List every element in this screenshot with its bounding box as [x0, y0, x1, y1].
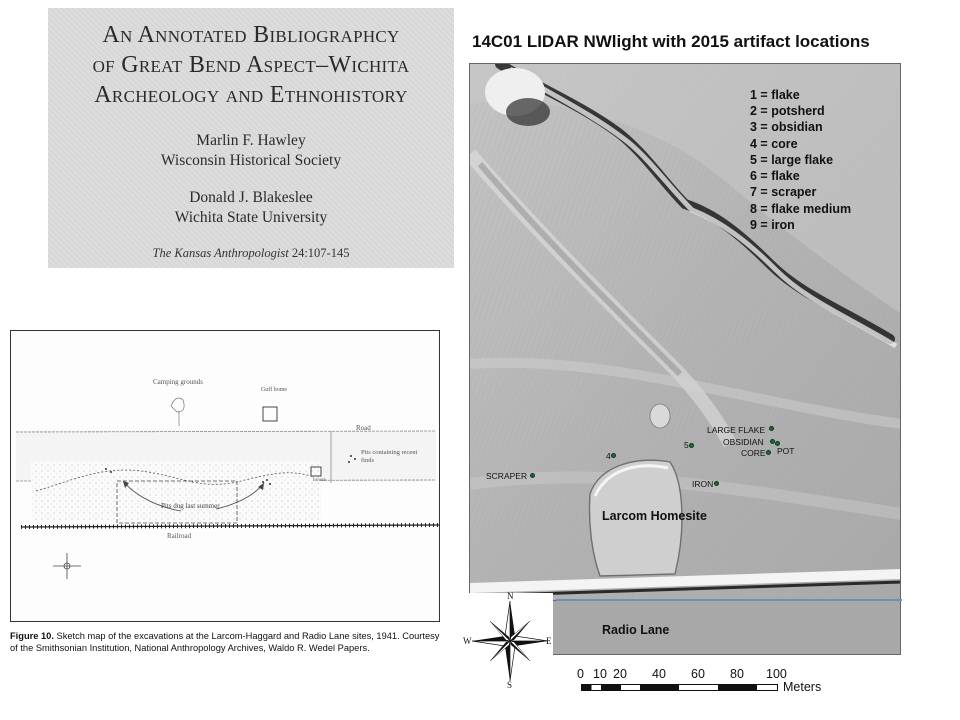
bibliography-title-line-3: Archeology and Ethnohistory — [94, 82, 408, 108]
citation-ref: 24:107-145 — [288, 246, 350, 260]
citation — [48, 246, 454, 261]
legend-item-7: 7 = scraper — [750, 185, 817, 199]
compass-w: W — [463, 636, 472, 646]
hill-shadow — [506, 98, 550, 126]
guff-home-label: Guff home — [260, 387, 288, 393]
compass-n: N — [507, 591, 514, 601]
scale-tick-80: 80 — [730, 667, 744, 681]
terrain-texture — [31, 461, 321, 521]
larcom-homesite-label: Larcom Homesite — [602, 509, 707, 523]
bibliography-title-card — [48, 8, 454, 268]
radio-lane-label: Radio Lane — [602, 623, 670, 637]
artifact-point-4 — [611, 453, 616, 458]
author-1: Marlin F. Hawley — [196, 132, 306, 149]
artifact-label-core: CORE — [741, 448, 766, 458]
legend-item-8: 8 = flake medium — [750, 202, 852, 216]
camping-grounds-label: Camping grounds — [153, 378, 203, 386]
bibliography-title-line-1: An Annotated Bibliographcy — [102, 22, 400, 48]
legend-item-5: 5 = large flake — [750, 153, 834, 167]
house-label: house — [313, 477, 326, 483]
citation-journal: The Kansas Anthropologist — [152, 246, 289, 260]
sketch-map-caption — [10, 630, 446, 654]
legend-item-3: 3 = obsidian — [750, 120, 823, 134]
scale-tick-100: 100 — [766, 667, 787, 681]
artifact-label-5: 5 — [684, 440, 689, 450]
legend-item-1: 1 = flake — [750, 88, 800, 102]
legend-item-4: 4 = core — [750, 137, 798, 151]
compass-e: E — [546, 636, 552, 646]
artifact-point-scraper — [530, 473, 535, 478]
artifact-point-core — [766, 450, 771, 455]
guff-home-building — [263, 407, 277, 421]
road-label: Road — [356, 424, 371, 432]
camping-tree — [171, 398, 184, 412]
legend-item-6: 6 = flake — [750, 169, 800, 183]
artifact-point-5 — [689, 443, 694, 448]
artifact-label-pot: POT — [777, 446, 795, 456]
scale-tick-20: 20 — [613, 667, 627, 681]
legend-item-2: 2 = potsherd — [750, 104, 825, 118]
bibliography-title-line-2: of Great Bend Aspect–Wichita — [92, 52, 410, 78]
caption-text: Sketch map of the excavations at the Larcom-Haggard and Radio Lane sites, 1941. Courtesy of the Smithsonian Institution, National Anthropology Archives, Waldo R. Wedel Papers. — [10, 631, 440, 653]
artifact-label-4: 4 — [606, 451, 611, 461]
small-mound — [650, 404, 670, 428]
scale-bar — [581, 684, 781, 692]
lidar-title: 14C01 LIDAR NWlight with 2015 artifact locations — [472, 32, 870, 51]
lidar-hillshade-map — [469, 63, 901, 601]
affiliation-1: Wisconsin Historical Society — [160, 152, 342, 169]
affiliation-2: Wichita State University — [174, 209, 328, 226]
compass-rose — [463, 591, 553, 691]
artifact-label-scraper: SCRAPER — [486, 471, 528, 481]
pits-finds-label: Pits containing recent finds — [361, 449, 418, 464]
pits-dug-label: Pits dug last summer — [161, 502, 220, 510]
sketch-map — [10, 330, 440, 622]
scale-tick-10: 10 — [593, 667, 607, 681]
sketch-map-drawing — [11, 331, 440, 622]
caption-figure-label: Figure 10. — [10, 631, 54, 641]
radio-lane-line — [556, 599, 902, 601]
scale-unit: Meters — [783, 680, 822, 694]
compass-star-icon — [467, 593, 553, 691]
scale-tick-0: 0 — [577, 667, 584, 681]
artifact-point-iron — [714, 481, 719, 486]
scale-tick-60: 60 — [691, 667, 705, 681]
artifact-label-large-flake: LARGE FLAKE — [707, 425, 766, 435]
compass-s: S — [507, 680, 513, 690]
artifact-label-iron: IRON — [692, 479, 714, 489]
artifact-label-obsidian: OBSIDIAN — [723, 437, 764, 447]
railroad-label: Railroad — [167, 532, 192, 540]
author-2: Donald J. Blakeslee — [189, 189, 313, 206]
legend-item-9: 9 = iron — [750, 218, 795, 232]
artifact-point-large-flake — [769, 426, 774, 431]
scale-tick-40: 40 — [652, 667, 666, 681]
